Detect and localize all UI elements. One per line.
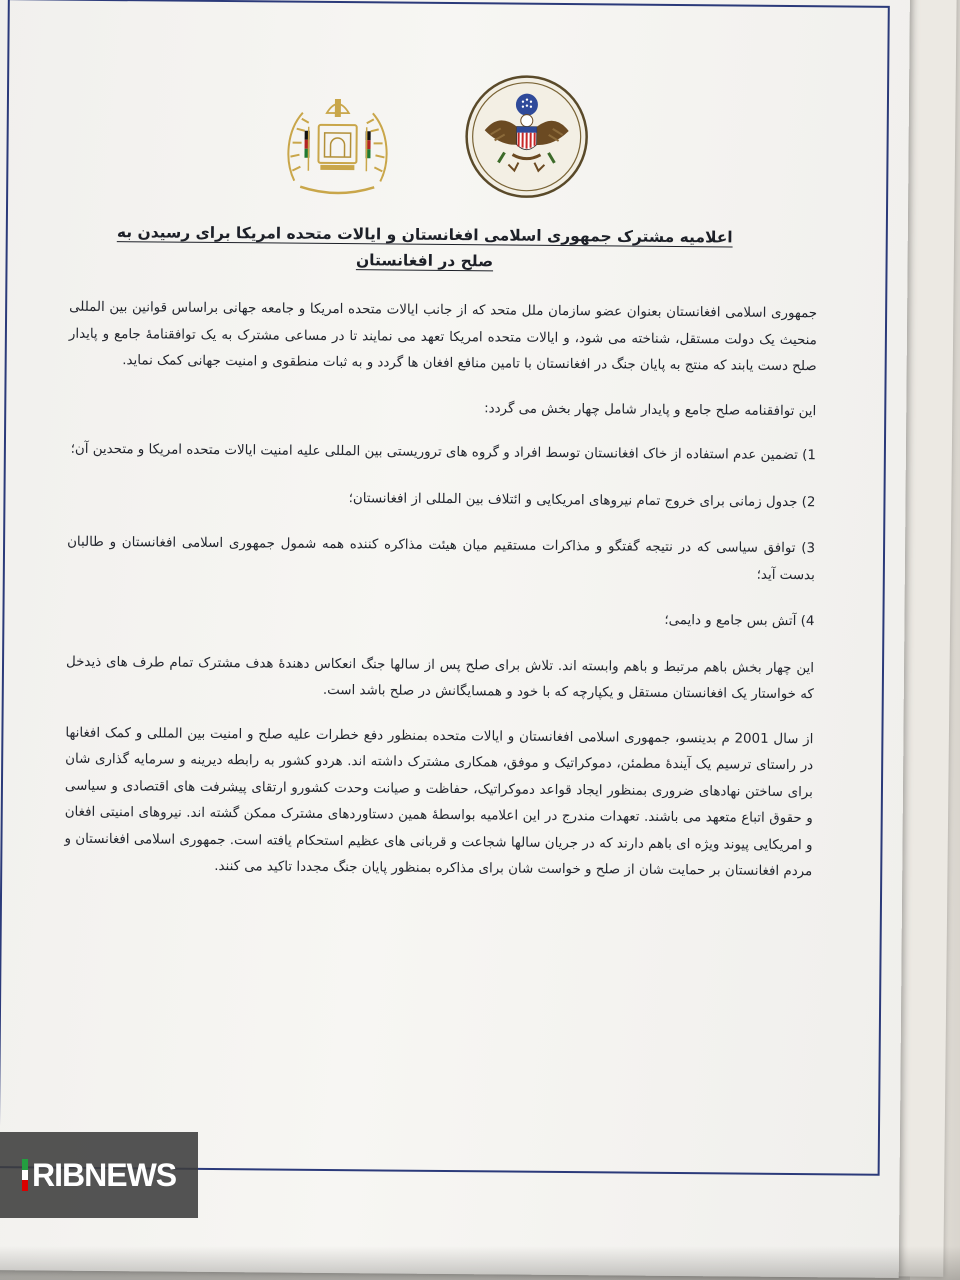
list-item-2: 2) جدول زمانی برای خروج تمام نیروهای امریکایی و ائتلاف بین المللی از افغانستان؛ <box>348 490 816 510</box>
paragraph-since-2001: از سال 2001 م بدینسو، جمهوری اسلامی افغانستان و ایالات متحده بمنظور دفع خطرات علیه صلح و امنیت بین المللی و کمک افغانها در راستای ترسیم یک آیندهٔ مطمئن، دموکراتیک و موفق، همکاری مشترک داشته اند. هردو کشور به رابطه دیرینه و سرمایه گذاری شان برای ساختن نهادهای ضروری بمنظور ایجاد قواعد دموکراتیک، حفاظت و صیانت وحدت کشورو ارتقای پیشرفت های اقتصادی و سیاسی و حقوق اتباع متعهد می باشند. تعهدات مندرج در این اعلامیه بواسطهٔ همین دستاوردهای مشترک ممکن گشته اند. نیروهای امنیتی افغان و امریکایی پیوند ویژه ای باهم دارند که در جریان سالها شجاعت و قربانی های عظیم استحکام یافته است. جمهوری اسلامی افغانستان و مردم افغانستان بر حمایت شان از صلح و خواست شان برای مذاکره بمنظور پایان جنگ مجددا تاکید می کنند. <box>64 725 814 880</box>
ribnews-logo-text: RIBNEWS <box>32 1156 177 1193</box>
flag-stripe-white <box>22 1170 28 1181</box>
us-great-seal-icon <box>464 74 589 199</box>
flag-stripe-green <box>22 1159 28 1170</box>
photo-shadow <box>0 1246 960 1280</box>
list-item-4: 4) آتش بس جامع و دایمی؛ <box>664 612 815 630</box>
paragraph-interconnected: این چهار بخش باهم مرتبط و باهم وابسته اند. تلاش برای صلح پس از سالها جنگ انعکاس دهندهٔ هدف مشترک تمام طرف های ذیدخل که خواستار یک افغانستان مستقل و یکپارچه که با خود و همسایگانش در صلح باشد است. <box>65 654 815 703</box>
document-body <box>64 295 817 900</box>
afghanistan-emblem-icon <box>280 91 395 198</box>
list-item-3: 3) توافق سیاسی که در نتیجه گفتگو و مذاکرات مستقیم میان هیئت مذاکره کننده همه شمول جمهوری اسلامی افغانستان و طالبان بدست آید؛ <box>67 534 816 583</box>
paragraph-intro: جمهوری اسلامی افغانستان بعنوان عضو سازمان ملل متحد که از جانب ایالات متحده امریکا و جامعه جهانی براساس قوانین بین المللی منحیث یک دولت مستقل، شناخته می شود، و ایالات متحده امریکا تعهد می نمایند تا در مساعی مشترک به یک توافقنامهٔ جامع و پایدار صلح دست یابند که منتج به پایان جنگ در افغانستان با تامین منافع افغان ها گردد و به ثبات منطقوی و امنیت جهانی کمک نماید. <box>68 299 818 375</box>
iran-flag-icon <box>22 1159 28 1191</box>
flag-stripe-red <box>22 1180 28 1191</box>
paragraph-four-parts: این توافقنامه صلح جامع و پایدار شامل چهار بخش می گردد: <box>484 400 817 419</box>
document-title: اعلامیه مشترک جمهوری اسلامی افغانستان و ایالات متحده امریکا برای رسیدن به صلح در افغانستان <box>116 223 733 271</box>
list-item-1: 1) تضمین عدم استفاده از خاک افغانستان توسط افراد و گروه های تروریستی بین المللی علیه امنیت ایالات متحده امریکا و متحدین آن؛ <box>70 441 816 464</box>
ribnews-watermark <box>0 1132 198 1218</box>
